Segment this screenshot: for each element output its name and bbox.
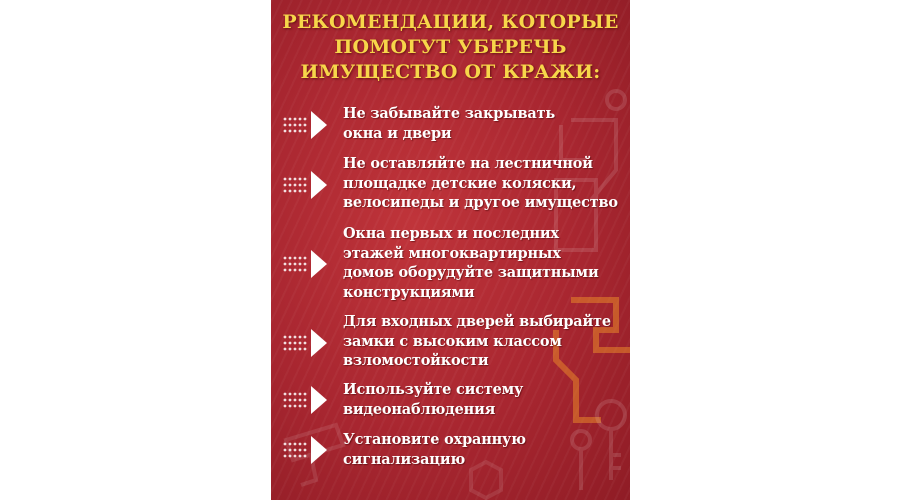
item-line: домов оборудуйте защитными (343, 264, 599, 281)
item-line: Используйте систему (343, 381, 524, 398)
item-line: площадке детские коляски, (343, 174, 577, 192)
title-line: ПОМОГУТ УБЕРЕЧЬ (334, 36, 567, 58)
title-line: ИМУЩЕСТВО ОТ КРАЖИ: (300, 61, 601, 83)
item-line: замки с высоким классом (343, 332, 562, 350)
dotted-arrow-icon (283, 435, 331, 465)
item-line: конструкциями (343, 283, 475, 301)
item-line: велосипеды и другое имущество (343, 194, 618, 211)
item-line: Окна первых и последних (343, 225, 559, 242)
item-line: Не забывайте закрывать (343, 105, 556, 122)
item-line: Для входных дверей выбирайте (343, 313, 611, 330)
poster-title (271, 10, 630, 85)
item-text (343, 104, 627, 143)
dotted-arrow-icon (283, 328, 331, 358)
item-line: видеонаблюдения (343, 400, 496, 418)
item-line: сигнализацию (343, 450, 466, 468)
item-line: этажей многоквартирных (343, 244, 561, 262)
item-line: Не оставляйте на лестничной (343, 155, 593, 172)
dotted-arrow-icon (283, 170, 331, 200)
dotted-arrow-icon (283, 249, 331, 279)
item-line: окна и двери (343, 124, 452, 142)
item-text (343, 380, 627, 419)
dotted-arrow-icon (283, 385, 331, 415)
poster (271, 0, 630, 500)
item-text (343, 154, 627, 213)
item-line: Установите охранную (343, 431, 526, 448)
item-text (343, 430, 627, 469)
item-text (343, 224, 627, 302)
title-line: РЕКОМЕНДАЦИИ, КОТОРЫЕ (282, 11, 619, 33)
item-line: взломостойкости (343, 352, 489, 369)
dotted-arrow-icon (283, 110, 331, 140)
item-text (343, 312, 627, 371)
